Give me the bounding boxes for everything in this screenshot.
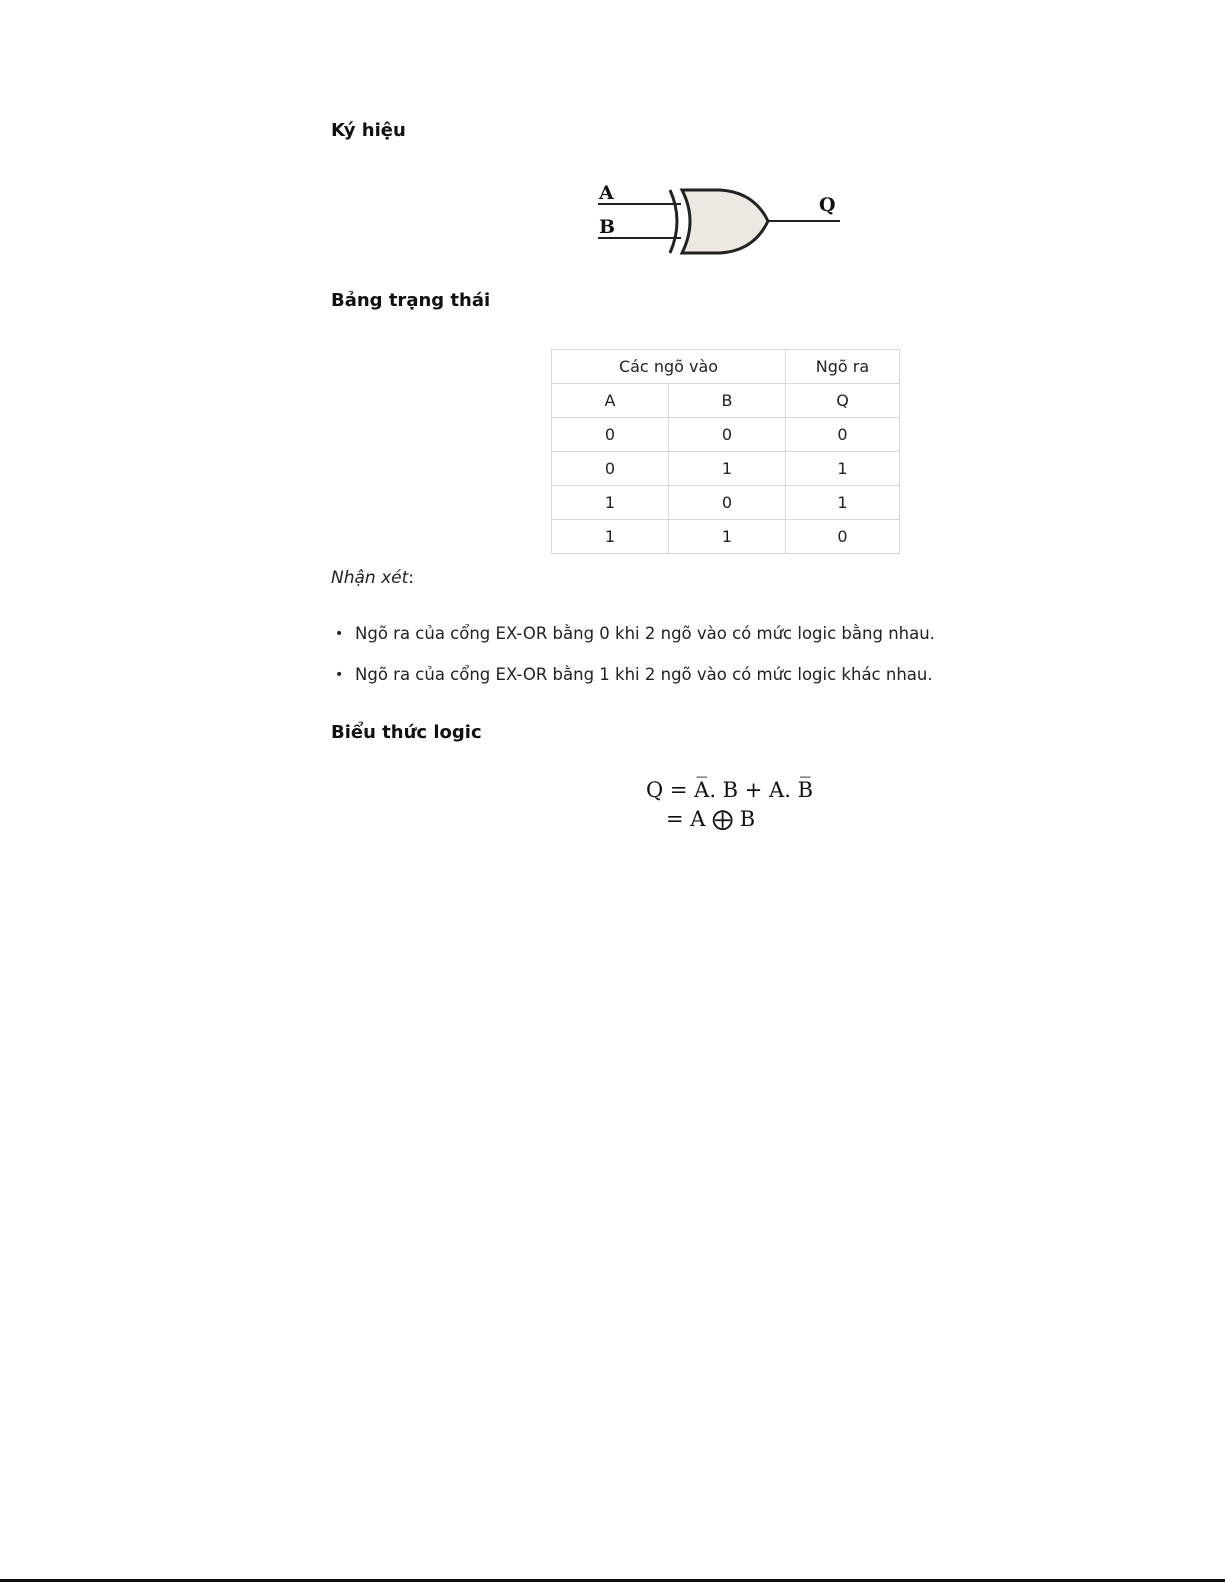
gate-input-b-label: B bbox=[599, 216, 616, 238]
table-cell: 1 bbox=[669, 452, 786, 486]
group-header-output: Ngõ ra bbox=[786, 350, 900, 384]
table-cell: 0 bbox=[786, 418, 900, 452]
table-cell: 0 bbox=[552, 452, 669, 486]
gate-output-label: Q bbox=[819, 194, 836, 216]
table-row bbox=[552, 418, 900, 452]
gate-input-a-label: A bbox=[599, 182, 614, 204]
formula-line-1: Q = A̅. B + A. B̅ bbox=[646, 778, 814, 802]
column-header-b: B bbox=[669, 384, 786, 418]
table-header-row bbox=[552, 350, 900, 384]
gate-body bbox=[682, 190, 768, 253]
table-cell: 1 bbox=[669, 520, 786, 554]
heading-truth-table: Bảng trạng thái bbox=[331, 290, 491, 311]
table-column-row bbox=[552, 384, 900, 418]
remark-colon: : bbox=[408, 568, 415, 588]
table-cell: 0 bbox=[786, 520, 900, 554]
logic-formula bbox=[640, 775, 860, 845]
xor-gate-symbol bbox=[590, 175, 850, 265]
group-header-inputs: Các ngõ vào bbox=[552, 350, 786, 384]
remark-label bbox=[331, 568, 414, 588]
table-cell: 0 bbox=[552, 418, 669, 452]
table-cell: 1 bbox=[552, 520, 669, 554]
table-cell: 1 bbox=[786, 486, 900, 520]
heading-logic-expression: Biểu thức logic bbox=[331, 722, 482, 743]
list-item: • Ngõ ra của cổng EX-OR bằng 1 khi 2 ngõ vào có mức logic khác nhau. bbox=[331, 661, 935, 702]
heading-symbol: Ký hiệu bbox=[331, 120, 406, 141]
table-row bbox=[552, 486, 900, 520]
table-cell: 0 bbox=[669, 486, 786, 520]
table-cell: 1 bbox=[786, 452, 900, 486]
column-header-a: A bbox=[552, 384, 669, 418]
xor-extra-curve bbox=[670, 190, 677, 253]
page-bottom-rule bbox=[0, 1579, 1225, 1582]
formula-line-2: = A ⨁ B bbox=[666, 807, 756, 831]
truth-table bbox=[551, 349, 900, 554]
table-row bbox=[552, 520, 900, 554]
remark-label-text: Nhận xét bbox=[331, 568, 409, 588]
table-row bbox=[552, 452, 900, 486]
remark-list bbox=[331, 620, 935, 702]
table-cell: 1 bbox=[552, 486, 669, 520]
table-cell: 0 bbox=[669, 418, 786, 452]
column-header-q: Q bbox=[786, 384, 900, 418]
list-item: • Ngõ ra của cổng EX-OR bằng 0 khi 2 ngõ vào có mức logic bằng nhau. bbox=[331, 620, 935, 661]
